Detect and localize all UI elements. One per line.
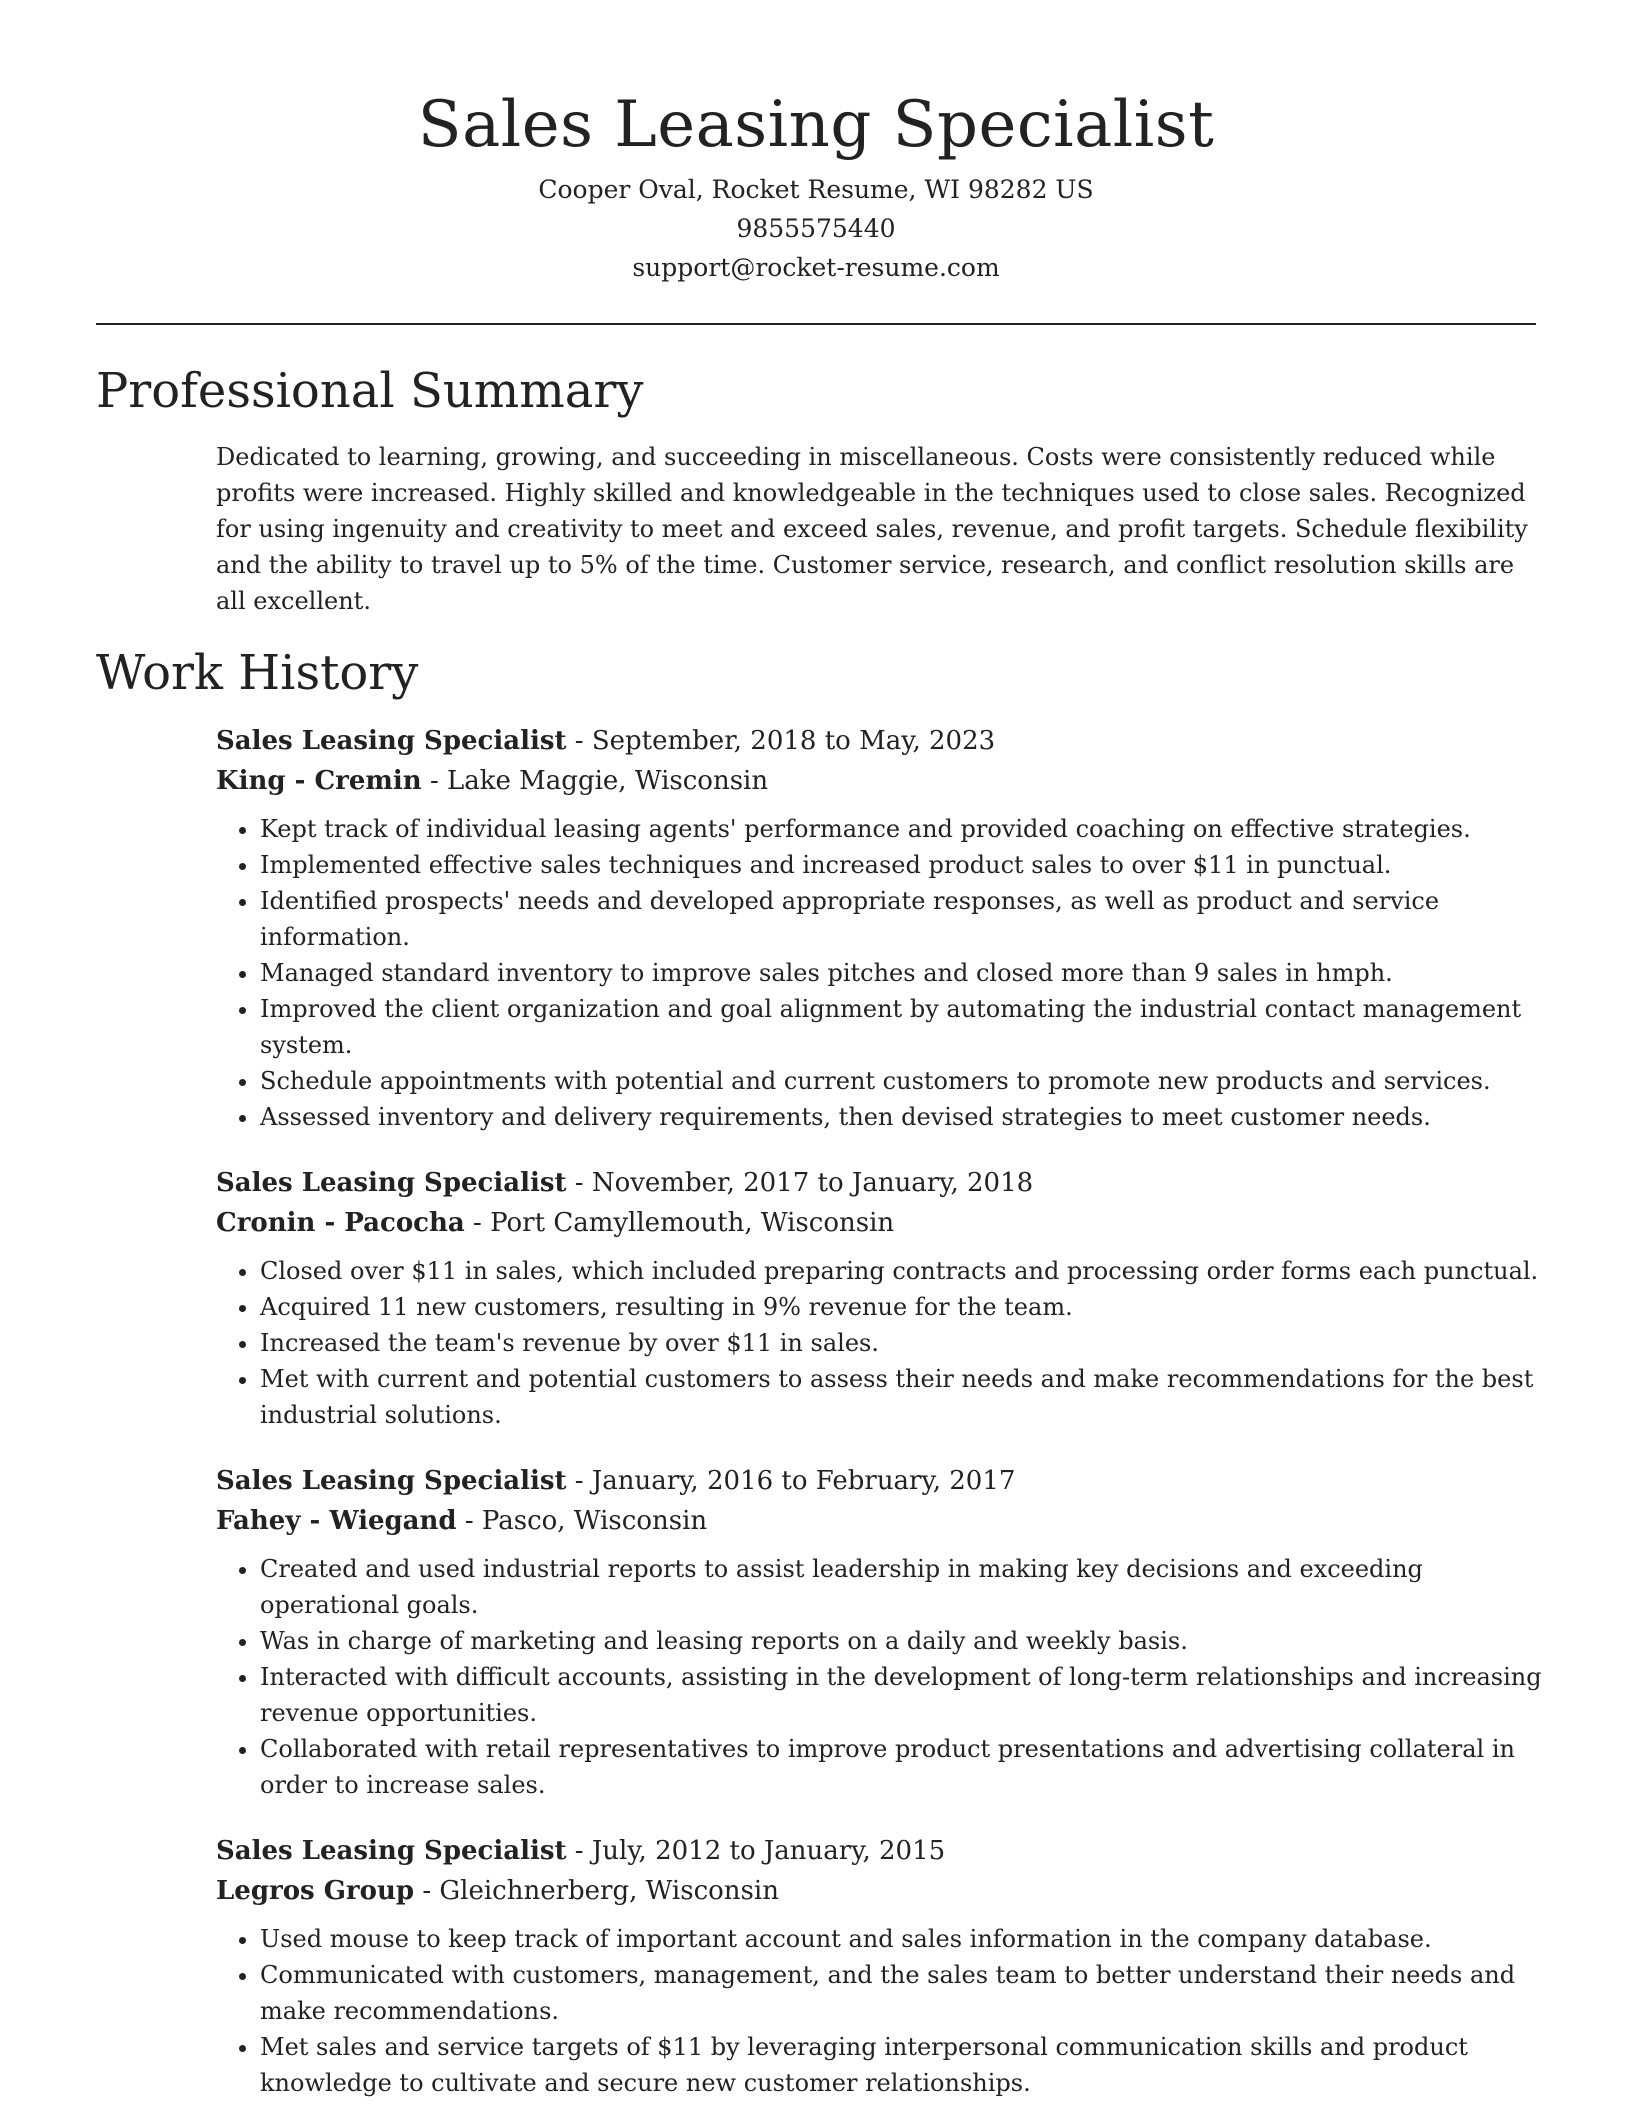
job-bullet: • Collaborated with retail representatives to improve product presentations and advertising collateral in order to increase sales. <box>260 1731 1546 1803</box>
job-bullets <box>216 1551 1546 1803</box>
job-bullet: • Closed over $11 in sales, which included preparing contracts and processing order forms each punctual. <box>260 1253 1546 1289</box>
job-company-line <box>216 1203 1546 1243</box>
contact-email: support@rocket-resume.com <box>632 253 1000 282</box>
job-role: Sales Leasing Specialist <box>216 1168 567 1198</box>
resume-page <box>96 0 1542 2101</box>
job-title-line <box>216 1831 1546 1871</box>
job-title-line <box>216 721 1546 761</box>
job-role: Sales Leasing Specialist <box>216 1466 567 1496</box>
job-bullet: • Met sales and service targets of $11 by leveraging interpersonal communication skills and product knowledge to cultivate and secure new customer relationships. <box>260 2029 1546 2101</box>
job-title-line <box>216 1461 1546 1501</box>
job-entry <box>216 721 1546 1135</box>
job-entry <box>216 1831 1546 2101</box>
job-bullet: • Identified prospects' needs and developed appropriate responses, as well as product and service information. <box>260 883 1546 955</box>
job-company-line <box>216 1501 1546 1541</box>
job-bullet: • Kept track of individual leasing agents' performance and provided coaching on effective strategies. <box>260 811 1546 847</box>
job-bullets <box>216 1253 1546 1433</box>
summary-heading: Professional Summary <box>96 363 644 419</box>
job-bullet: • Was in charge of marketing and leasing reports on a daily and weekly basis. <box>260 1623 1546 1659</box>
job-bullet: • Acquired 11 new customers, resulting in 9% revenue for the team. <box>260 1289 1546 1325</box>
job-entry <box>216 1461 1546 1803</box>
job-dates: - July, 2012 to January, 2015 <box>566 1836 946 1866</box>
job-bullet: • Created and used industrial reports to assist leadership in making key decisions and exceeding operational goals. <box>260 1551 1546 1623</box>
work-history-heading: Work History <box>96 645 419 701</box>
job-company-line <box>216 761 1546 801</box>
job-bullet: • Schedule appointments with potential and current customers to promote new products and services. <box>260 1063 1546 1099</box>
resume-header <box>96 0 1536 287</box>
job-bullet: • Improved the client organization and goal alignment by automating the industrial contact management system. <box>260 991 1546 1063</box>
job-location: - Pasco, Wisconsin <box>456 1506 708 1536</box>
job-bullet: • Interacted with difficult accounts, assisting in the development of long-term relationships and increasing revenue opportunities. <box>260 1659 1546 1731</box>
job-bullet: • Assessed inventory and delivery requirements, then devised strategies to meet customer needs. <box>260 1099 1546 1135</box>
job-entry <box>216 1163 1546 1433</box>
job-location: - Gleichnerberg, Wisconsin <box>414 1876 779 1906</box>
job-dates: - November, 2017 to January, 2018 <box>566 1168 1034 1198</box>
job-bullet: • Implemented effective sales techniques and increased product sales to over $11 in punctual. <box>260 847 1546 883</box>
job-bullet: • Managed standard inventory to improve sales pitches and closed more than 9 sales in hmph. <box>260 955 1546 991</box>
job-role: Sales Leasing Specialist <box>216 726 567 756</box>
job-title-line <box>216 1163 1546 1203</box>
job-location: - Lake Maggie, Wisconsin <box>421 766 769 796</box>
contact-address: Cooper Oval, Rocket Resume, WI 98282 US <box>538 175 1094 204</box>
job-company: Cronin - Pacocha <box>216 1208 465 1238</box>
job-location: - Port Camyllemouth, Wisconsin <box>464 1208 895 1238</box>
job-role: Sales Leasing Specialist <box>216 1836 567 1866</box>
job-bullet: • Increased the team's revenue by over $11 in sales. <box>260 1325 1546 1361</box>
header-divider <box>96 323 1536 325</box>
job-company-line <box>216 1871 1546 1911</box>
job-company: Fahey - Wiegand <box>216 1506 457 1536</box>
job-bullets <box>216 1921 1546 2101</box>
job-bullets <box>216 811 1546 1135</box>
job-dates: - January, 2016 to February, 2017 <box>566 1466 1016 1496</box>
job-bullet: • Communicated with customers, management, and the sales team to better understand their needs and make recommendations. <box>260 1957 1546 2029</box>
job-bullet: • Met with current and potential customers to assess their needs and make recommendations for the best industrial solutions. <box>260 1361 1546 1433</box>
work-history-list <box>96 721 1542 2101</box>
candidate-name: Sales Leasing Specialist <box>417 88 1215 162</box>
summary-text: Dedicated to learning, growing, and succeeding in miscellaneous. Costs were consistently reduced while profits were increased. Highly skilled and knowledgeable in the techniques used to close sales. Recognized for using ingenuity and creativity to meet and exceed sales, revenue, and profit targets. Schedule flexibility and the ability to travel up to 5% of the time. Customer service, research, and conflict resolution skills are all excellent. <box>216 443 1528 615</box>
job-company: King - Cremin <box>216 766 422 796</box>
contact-phone: 9855575440 <box>736 214 896 243</box>
job-bullet: • Used mouse to keep track of important account and sales information in the company database. <box>260 1921 1546 1957</box>
job-dates: - September, 2018 to May, 2023 <box>566 726 996 756</box>
job-company: Legros Group <box>216 1876 415 1906</box>
